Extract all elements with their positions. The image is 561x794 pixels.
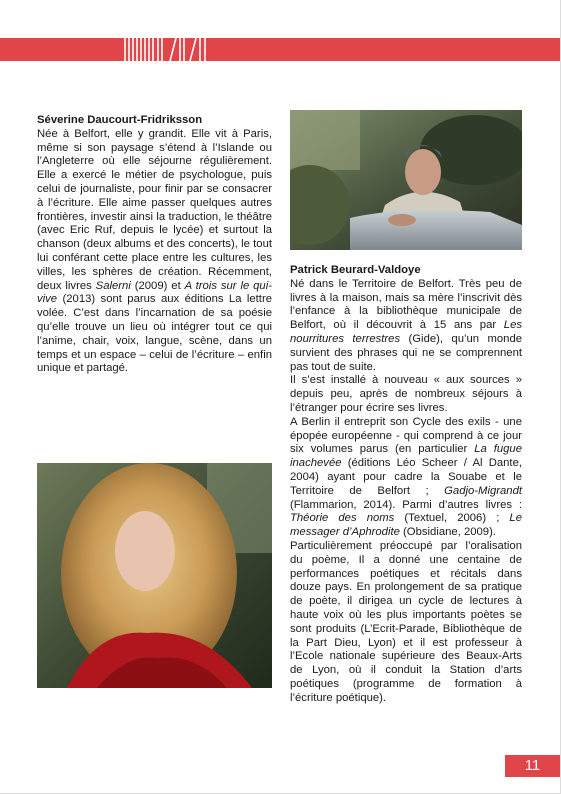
bio-paragraph [37,128,272,376]
italic-title: La fugue inachevée [290,443,522,470]
italic-title: A trois sur le qui-vive [37,279,272,306]
text-run: (Gide), qu’un monde survient des phrases qui ne se comprennent pas tout de suite. [290,332,523,373]
left-column-text [37,114,272,376]
text-run: (2009) et [130,279,185,292]
right-column-text [290,264,522,706]
page-number: 11 [505,755,560,777]
author-name-severine: Séverine Daucourt-Fridriksson [37,114,203,126]
text-run: (2013) sont parus aux éditions La lettre volée. C’est dans l’incarnation de sa poésie qu’elle trouve un lieu où intégrer tout ce qui l’anime, chair, voix, langue, scène, dans un temps et un espace – celui de l’écriture – enfin unique et partagé. [37,293,272,375]
author-photo-severine [37,463,272,688]
text-run: Né dans le Territoire de Belfort. Très peu de livres à la maison, mais sa mère l’inscrivit dès l’enfance à la bibliothèque municipale de Belfort, où il découvrit à 15 ans par [290,277,522,332]
text-run: Il s’est installé à nouveau « aux sources » depuis peu, après de nombreux séjours à l’étranger pour écrire ses livres. [290,374,522,414]
text-run: (Flammarion, 2014). Parmi d’autres livres : [290,498,522,511]
italic-title: Gadjo-Migrandt [444,484,522,497]
text-run: Née à Belfort, elle y grandit. Elle vit à Paris, même si son paysage s’étend à l’Islande ou l’Angleterre où elle séjourne régulièrement. Elle a exercé le métier de psychologue, puis celui de journaliste, pour finir par se consacrer à l’écriture. Elle aime passer quelques autres frontières, investir ainsi la traduction, le théâtre (avec Eric Ruf, depuis le lycée) et surtout la chanson (deux albums et des concerts), le tout lui conférant cette place entre les cultures, les villes, les sphères de création. Récemment, deux livres [37,127,272,292]
text-run: A Berlin il entreprit son Cycle des exils - une épopée européenne - qui comprend à ce jour six volumes parus (en particulier [290,415,522,456]
header-stripes-decoration [122,38,210,61]
text-run: (éditions Léo Scheer / Al Dante, 2004) ayant pour cadre la Souabe et le Territoire de Belfort ; [290,457,522,497]
bio-paragraph [290,278,522,375]
bio-paragraph [290,416,522,540]
italic-title: Théorie des noms [290,512,395,525]
italic-title: Salerni [95,279,131,292]
italic-title: Les nourritures terrestres [290,319,522,345]
text-run: Particulièrement préoccupé par l’oralisation du poème, Il a donné une centaine de performances poétiques et récitals dans douze pays. En prolongement de sa pratique de poète, il dirigea un cycle de lectures à haute voix où les plus importants poètes se sont produits (L’Ecrit-Parade, Bibliothèque de la Part Dieu, Lyon) et il est professeur à l’Ecole nationale supérieure des Beaux-Arts de Lyon, où il conduit la Station d’arts poétiques (programme de formation à l’écriture poétique). [290,539,522,704]
bio-paragraph [290,540,522,706]
text-run: (Textuel, 2006) ; [394,512,510,525]
header-band [0,38,561,61]
text-run: (Obsidiane, 2009). [399,526,496,539]
author-name-patrick: Patrick Beurard-Valdoye [290,264,421,276]
author-photo-patrick [290,110,522,250]
italic-title: Le messager d’Aphrodite [290,512,522,539]
bio-paragraph [290,374,522,415]
